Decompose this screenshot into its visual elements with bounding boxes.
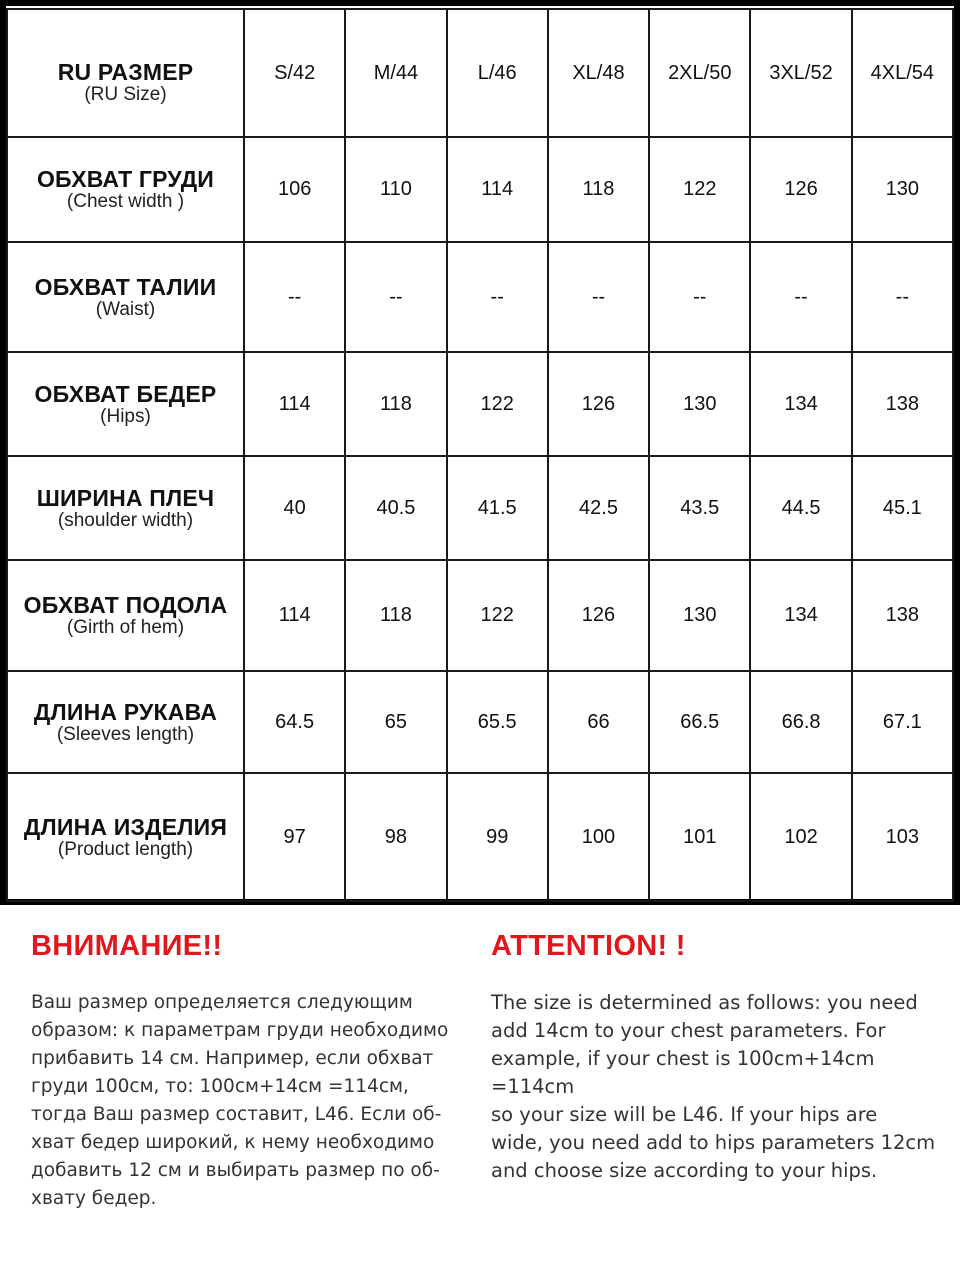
table-cell: 130: [852, 137, 953, 242]
size-header-cell: 2XL/50: [649, 9, 750, 137]
table-cell: --: [447, 242, 548, 352]
table-cell: 65.5: [447, 671, 548, 773]
table-cell: 45.1: [852, 456, 953, 560]
table-cell: 66.5: [649, 671, 750, 773]
table-cell: --: [649, 242, 750, 352]
row-sublabel: (RU Size): [84, 83, 167, 105]
table-cell: 41.5: [447, 456, 548, 560]
table-cell: 67.1: [852, 671, 953, 773]
table-row-sleeves: [7, 671, 953, 773]
table-cell: 66.8: [750, 671, 851, 773]
table-cell: --: [548, 242, 649, 352]
notes-en: [491, 930, 946, 1185]
row-sublabel: (Girth of hem): [66, 617, 185, 638]
table-cell: --: [750, 242, 851, 352]
table-row-chest: [7, 137, 953, 242]
row-label: RU РАЗМЕР: [57, 58, 194, 85]
attention-title-en: ATTENTION! !: [491, 930, 686, 962]
table-cell: 66: [548, 671, 649, 773]
row-sublabel: (Hips): [100, 405, 151, 427]
row-label-cell: [7, 773, 244, 901]
table-cell: 64.5: [244, 671, 345, 773]
table-cell: 118: [548, 137, 649, 242]
row-label: ОБХВАТ ТАЛИИ: [34, 273, 217, 300]
notes-ru-text: Ваш размер определяется следующим образом: к параметрам груди необходимо прибавить 14 см. Например, если обхват груди 100см, то: 100см+14см =114см, тогда Ваш размер составит, L46. Если об- хват бедер широкий, к нему необходимо добавить 12 см и выбирать размер по об- хвату бедер.: [31, 992, 449, 1209]
table-cell: 138: [852, 560, 953, 671]
table-cell: 98: [345, 773, 446, 901]
table-cell: --: [244, 242, 345, 352]
table-row-waist: [7, 242, 953, 352]
table-cell: 118: [345, 352, 446, 456]
table-cell: 126: [750, 137, 851, 242]
table-cell: 138: [852, 352, 953, 456]
table-cell: 130: [649, 560, 750, 671]
table-cell: 114: [244, 560, 345, 671]
table-cell: 99: [447, 773, 548, 901]
row-sublabel: (shoulder width): [57, 509, 194, 531]
table-cell: 134: [750, 352, 851, 456]
table-cell: 40: [244, 456, 345, 560]
table-cell: 100: [548, 773, 649, 901]
row-label: ОБХВАТ БЕДЕР: [34, 380, 217, 407]
size-header-cell: 4XL/54: [852, 9, 953, 137]
size-header-cell: L/46: [447, 9, 548, 137]
table-cell: 122: [447, 352, 548, 456]
table-row-length: [7, 773, 953, 901]
notes-en-text: The size is determined as follows: you need add 14cm to your chest parameters. For example, if your chest is 100cm+14cm =114cm so your size will be L46. If your hips are wide, you need add to hips parameters 12cm and choose size according to your hips.: [491, 991, 936, 1182]
table-cell: 44.5: [750, 456, 851, 560]
table-cell: --: [852, 242, 953, 352]
table-cell: 65: [345, 671, 446, 773]
row-label-cell: [7, 352, 244, 456]
row-sublabel: (Product length): [57, 838, 194, 860]
row-sublabel: (Sleeves length): [56, 723, 195, 745]
table-cell: 122: [649, 137, 750, 242]
row-label-cell: [7, 671, 244, 773]
table-cell: 40.5: [345, 456, 446, 560]
row-sublabel: (Waist): [95, 298, 156, 320]
table-cell: 101: [649, 773, 750, 901]
table-cell: 102: [750, 773, 851, 901]
table-cell: 126: [548, 352, 649, 456]
table-cell: 114: [244, 352, 345, 456]
table-cell: 126: [548, 560, 649, 671]
row-label: ОБХВАТ ПОДОЛА: [23, 592, 228, 618]
table-cell: 43.5: [649, 456, 750, 560]
notes-section: [0, 930, 960, 1270]
row-label-cell: [7, 242, 244, 352]
table-row-hem: [7, 560, 953, 671]
table-cell: 42.5: [548, 456, 649, 560]
size-header-cell: 3XL/52: [750, 9, 851, 137]
size-header-cell: XL/48: [548, 9, 649, 137]
row-label: ШИРИНА ПЛЕЧ: [36, 484, 215, 511]
table-cell: 97: [244, 773, 345, 901]
row-label: ДЛИНА РУКАВА: [33, 698, 218, 725]
table-row-hips: [7, 352, 953, 456]
size-header-cell: M/44: [345, 9, 446, 137]
table-cell: 130: [649, 352, 750, 456]
table-cell: 106: [244, 137, 345, 242]
attention-title-ru: ВНИМАНИЕ!!: [31, 930, 223, 962]
row-label-cell: [7, 137, 244, 242]
table-cell: 134: [750, 560, 851, 671]
table-cell: --: [345, 242, 446, 352]
row-label-cell: [7, 560, 244, 671]
header-label-cell: [7, 9, 244, 137]
table-cell: 110: [345, 137, 446, 242]
row-label: ОБХВАТ ГРУДИ: [36, 166, 215, 192]
size-header-cell: S/42: [244, 9, 345, 137]
notes-ru: [31, 930, 471, 1213]
row-label-cell: [7, 456, 244, 560]
row-sublabel: (Chest width ): [66, 191, 185, 212]
row-label: ДЛИНА ИЗДЕЛИЯ: [23, 813, 228, 840]
table-cell: 114: [447, 137, 548, 242]
table-cell: 103: [852, 773, 953, 901]
table-header-row: [7, 9, 953, 137]
table-row-shoulder: [7, 456, 953, 560]
table-cell: 122: [447, 560, 548, 671]
table-cell: 118: [345, 560, 446, 671]
size-chart-table: [6, 8, 954, 902]
